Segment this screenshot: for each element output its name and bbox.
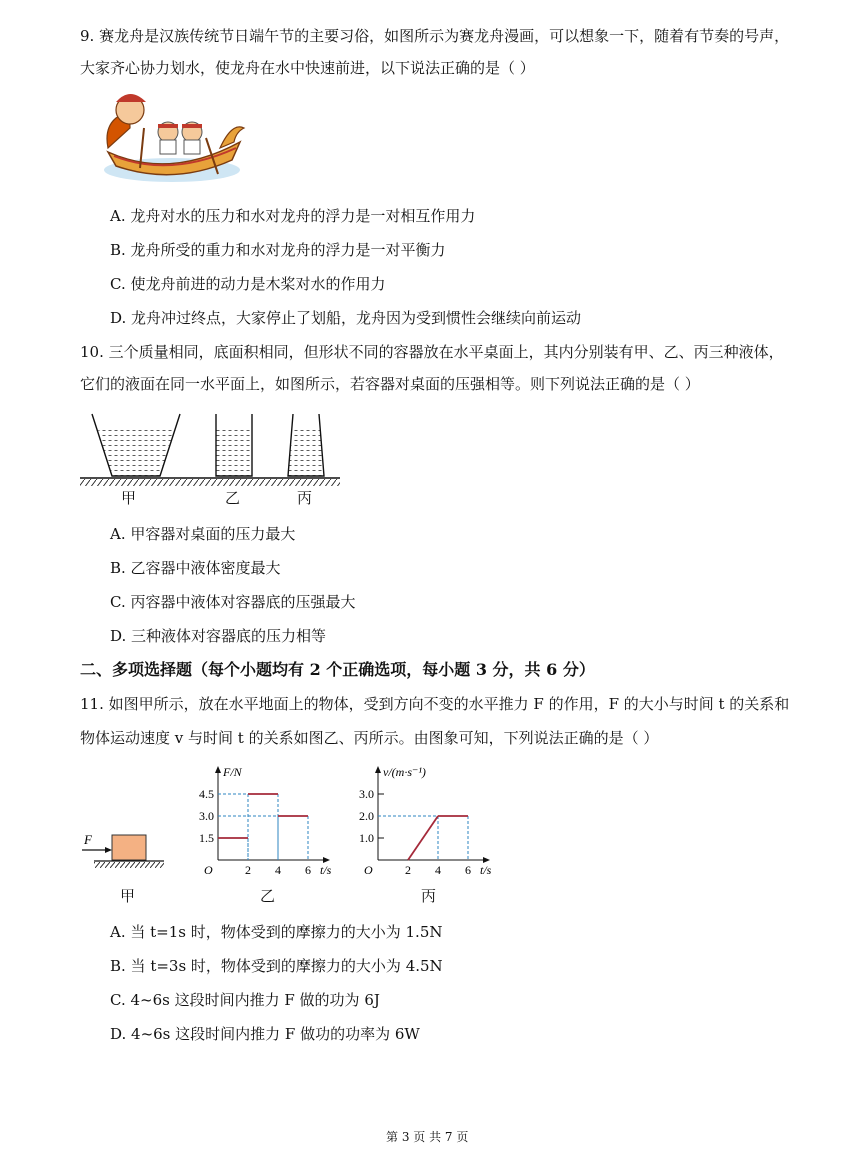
q11-option-c: C. 4~6s 这段时间内推力 F 做的功为 6J [110,991,380,1009]
q9-option-c: C. 使龙舟前进的动力是木桨对水的作用力 [110,275,386,293]
y-axis-label: F/N [223,765,242,779]
page-footer: 第 3 页 共 7 页 [386,1130,469,1144]
chart-bing-caption: 丙 [421,887,437,905]
chart-yi-caption: 乙 [260,887,276,905]
q10-option-b: B. 乙容器中液体密度最大 [110,559,281,577]
origin-label: O [204,863,213,877]
q9-stem-line1: 9. 赛龙舟是汉族传统节日端午节的主要习俗，如图所示为赛龙舟漫画，可以想象一下，随着有节奏的号声， [80,27,790,45]
y-tick-label: 1.0 [359,831,374,845]
velocity-time-chart [348,760,508,890]
q11-stem-line2: 物体运动速度 v 与时间 t 的关系如图乙、丙所示。由图象可知，下列说法正确的是（ ） [80,729,659,747]
y-tick-label: 3.0 [359,787,374,801]
q10-option-a: A. 甲容器对桌面的压力最大 [110,525,296,543]
x-tick-label: 2 [405,863,411,877]
y-tick-label: 4.5 [199,787,214,801]
y-axis-arrow [215,766,221,773]
container-label-yi: 乙 [225,489,241,507]
container-label-jia: 甲 [121,489,137,507]
x-axis-label: t/s [480,863,492,877]
q9-option-b: B. 龙舟所受的重力和水对龙舟的浮力是一对平衡力 [110,241,446,259]
y-axis-arrow [375,766,381,773]
x-tick-label: 6 [465,863,471,877]
x-tick-label: 4 [435,863,441,877]
x-tick-label: 4 [275,863,281,877]
q11-option-b: B. 当 t=3s 时，物体受到的摩擦力的大小为 4.5N [110,957,443,975]
y-tick-label: 2.0 [359,809,374,823]
block-push-figure [80,826,170,872]
q10-option-c: C. 丙容器中液体对容器底的压强最大 [110,593,356,611]
origin-label: O [364,863,373,877]
q11-option-a: A. 当 t=1s 时，物体受到的摩擦力的大小为 1.5N [110,923,443,941]
y-axis-label: v/(m·s⁻¹) [383,765,426,779]
x-tick-label: 2 [245,863,251,877]
q9-stem-line2: 大家齐心协力划水，使龙舟在水中快速前进，以下说法正确的是（ ） [80,59,535,77]
q9-option-a: A. 龙舟对水的压力和水对龙舟的浮力是一对相互作用力 [110,207,476,225]
section-heading: 二、多项选择题（每个小题均有 2 个正确选项，每小题 3 分，共 6 分） [80,660,595,679]
dragon-boat-illustration [100,88,246,188]
y-tick-label: 3.0 [199,809,214,823]
container-label-bing: 丙 [297,489,313,507]
q10-stem-line1: 10. 三个质量相同，底面积相同，但形状不同的容器放在水平桌面上，其内分别装有甲、乙、丙三种液体， [80,343,784,361]
q9-option-d: D. 龙舟冲过终点，大家停止了划船，龙舟因为受到惯性会继续向前运动 [110,309,582,327]
data-segment-2 [408,816,438,860]
q10-option-d: D. 三种液体对容器底的压力相等 [110,627,327,645]
fig-jia-caption: 甲 [120,887,136,905]
force-label: F [84,832,92,847]
q11-stem-line1: 11. 如图甲所示，放在水平地面上的物体，受到方向不变的水平推力 F 的作用，F 的大小与时间 t 的关系和 [80,695,790,713]
force-time-chart [188,760,348,890]
x-axis-label: t/s [320,863,332,877]
q11-option-d: D. 4~6s 这段时间内推力 F 做功的功率为 6W [110,1025,420,1043]
x-tick-label: 6 [305,863,311,877]
y-tick-label: 1.5 [199,831,214,845]
q10-stem-line2: 它们的液面在同一水平面上，如图所示，若容器对桌面的压强相等。则下列说法正确的是（ ） [80,375,700,393]
